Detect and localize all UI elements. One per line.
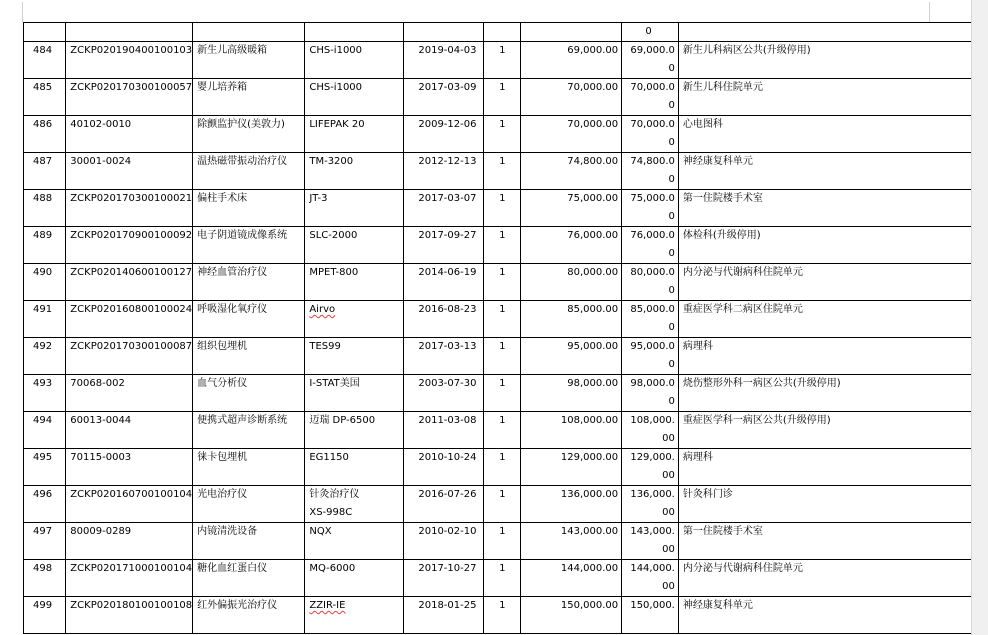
table-row xyxy=(24,338,988,375)
cell-total-line1: 143,000. xyxy=(630,526,675,537)
cell-price: 70,000.00 xyxy=(521,116,622,153)
cell-total xyxy=(622,375,679,412)
cell-total-line2: 0 xyxy=(668,63,675,74)
cell-total-line1: 70,000.0 xyxy=(630,82,675,93)
cell-model-line1: JT-3 xyxy=(309,193,328,204)
cell-name: 偏柱手术床 xyxy=(193,190,305,227)
table-row xyxy=(24,375,988,412)
cell-model xyxy=(305,560,404,597)
cell-date xyxy=(404,23,484,42)
cell-total xyxy=(622,227,679,264)
cell-name: 温热磁带振动治疗仪 xyxy=(193,153,305,190)
cell-total-tail: 0 xyxy=(645,26,652,37)
table-row xyxy=(24,412,988,449)
cell-qty: 1 xyxy=(484,227,521,264)
cell-name: 便携式超声诊断系统 xyxy=(193,412,305,449)
cell-model-line1: TES99 xyxy=(309,341,341,352)
cell-total xyxy=(622,153,679,190)
cell-model xyxy=(305,116,404,153)
cell-date: 2016-07-26 xyxy=(404,486,484,523)
cell-dept: 神经康复科单元 xyxy=(678,597,987,634)
cell-qty: 1 xyxy=(484,301,521,338)
cell-qty: 1 xyxy=(484,116,521,153)
cell-total-line2: 0 xyxy=(668,285,675,296)
cell-model xyxy=(305,227,404,264)
cell-model xyxy=(305,597,404,634)
cell-model-line1: TM-3200 xyxy=(309,156,354,167)
cell-no: 486 xyxy=(24,116,66,153)
vertical-scrollbar[interactable] xyxy=(971,0,988,635)
cell-name: 徕卡包埋机 xyxy=(193,449,305,486)
cell-model-line1: 迈瑞 DP-6500 xyxy=(309,415,376,426)
cell-model-line1: Airvo xyxy=(309,304,336,315)
cell-total-line2: 0 xyxy=(668,137,675,148)
cell-qty: 1 xyxy=(484,42,521,79)
cell-dept: 第一住院楼手术室 xyxy=(678,190,987,227)
cell-price: 76,000.00 xyxy=(521,227,622,264)
cell-model-line1: CHS-i1000 xyxy=(309,82,363,93)
cell-dept: 内分泌与代谢病科住院单元 xyxy=(678,264,987,301)
cell-total-line2: 00 xyxy=(662,507,675,518)
cell-code: ZCKP020170300100057 xyxy=(66,79,193,116)
cell-no: 496 xyxy=(24,486,66,523)
cell-price: 98,000.00 xyxy=(521,375,622,412)
cell-total-line2: 00 xyxy=(662,544,675,555)
cell-model xyxy=(305,264,404,301)
table-row xyxy=(24,486,988,523)
cell-total-line1: 69,000.0 xyxy=(630,45,675,56)
cell-date: 2017-09-27 xyxy=(404,227,484,264)
cell-model xyxy=(305,79,404,116)
cell-no: 499 xyxy=(24,597,66,634)
cell-model xyxy=(305,153,404,190)
cell-name: 神经血管治疗仪 xyxy=(193,264,305,301)
cell-date: 2016-08-23 xyxy=(404,301,484,338)
table-row xyxy=(24,264,988,301)
cell-model-line1: LIFEPAK 20 xyxy=(309,119,365,130)
cell-qty: 1 xyxy=(484,338,521,375)
cell-model-line2: XS-998C xyxy=(309,507,353,518)
cell-model xyxy=(305,301,404,338)
cell-dept: 心电图科 xyxy=(678,116,987,153)
cell-model xyxy=(305,42,404,79)
cell-dept: 新生儿科病区公共(升级停用) xyxy=(678,42,987,79)
cell-model xyxy=(305,375,404,412)
cell-total-line2: 0 xyxy=(668,322,675,333)
cell-qty xyxy=(484,23,521,42)
cell-no: 497 xyxy=(24,523,66,560)
table-row xyxy=(24,523,988,560)
cell-code: ZCKP020160800100024 xyxy=(66,301,193,338)
cell-no: 487 xyxy=(24,153,66,190)
cell-total-line1: 108,000. xyxy=(630,415,675,426)
cell-code: 70115-0003 xyxy=(66,449,193,486)
cell-model-line1: MPET-800 xyxy=(309,267,359,278)
cell-total xyxy=(622,412,679,449)
cell-total-line1: 144,000. xyxy=(630,563,675,574)
cell-qty: 1 xyxy=(484,190,521,227)
table-row xyxy=(24,301,988,338)
cell-qty: 1 xyxy=(484,486,521,523)
cell-no: 495 xyxy=(24,449,66,486)
cell-price: 150,000.00 xyxy=(521,597,622,634)
cell-price: 136,000.00 xyxy=(521,486,622,523)
cell-total-line1: 85,000.0 xyxy=(630,304,675,315)
cell-no: 490 xyxy=(24,264,66,301)
cell-no: 488 xyxy=(24,190,66,227)
cell-qty: 1 xyxy=(484,523,521,560)
cell-total xyxy=(622,42,679,79)
cell-price: 75,000.00 xyxy=(521,190,622,227)
cell-date: 2010-10-24 xyxy=(404,449,484,486)
cell-code: ZCKP020170900100092 xyxy=(66,227,193,264)
cell-dept xyxy=(678,23,987,42)
cell-qty: 1 xyxy=(484,560,521,597)
cell-name: 电子阴道镜成像系统 xyxy=(193,227,305,264)
cell-total xyxy=(622,79,679,116)
cell-total-line1: 80,000.0 xyxy=(630,267,675,278)
cell-model xyxy=(305,412,404,449)
table-row xyxy=(24,116,988,153)
cell-model-line1: I-STAT美国 xyxy=(309,378,360,389)
cell-total-line1: 136,000. xyxy=(630,489,675,500)
cell-date: 2012-12-13 xyxy=(404,153,484,190)
cell-no: 492 xyxy=(24,338,66,375)
cell-code: ZCKP020140600100127 xyxy=(66,264,193,301)
cell-model xyxy=(305,338,404,375)
cell-total xyxy=(622,486,679,523)
cell-date: 2017-03-07 xyxy=(404,190,484,227)
cell-name: 内镜清洗设备 xyxy=(193,523,305,560)
page-corner-mark-right xyxy=(929,2,930,22)
cell-dept: 新生儿科住院单元 xyxy=(678,79,987,116)
cell-dept: 第一住院楼手术室 xyxy=(678,523,987,560)
cell-total-line1: 75,000.0 xyxy=(630,193,675,204)
table-row xyxy=(24,597,988,634)
cell-model-line1: 针灸治疗仪 xyxy=(309,489,360,500)
cell-model-line1: CHS-i1000 xyxy=(309,45,363,56)
cell-date: 2018-01-25 xyxy=(404,597,484,634)
cell-total-line1: 129,000. xyxy=(630,452,675,463)
cell-total xyxy=(622,301,679,338)
cell-dept: 内分泌与代谢病科住院单元 xyxy=(678,560,987,597)
cell-total xyxy=(622,449,679,486)
cell-model-line1: ZZIR-IE xyxy=(309,600,346,611)
cell-dept: 重症医学科二病区住院单元 xyxy=(678,301,987,338)
cell-code: ZCKP020160700100104 xyxy=(66,486,193,523)
cell-model xyxy=(305,449,404,486)
cell-model-line1: SLC-2000 xyxy=(309,230,358,241)
cell-qty: 1 xyxy=(484,264,521,301)
cell-qty: 1 xyxy=(484,375,521,412)
cell-total-line2: 0 xyxy=(668,396,675,407)
cell-name: 红外偏振光治疗仪 xyxy=(193,597,305,634)
table-row xyxy=(24,42,988,79)
cell-price: 80,000.00 xyxy=(521,264,622,301)
cell-name: 婴儿培养箱 xyxy=(193,79,305,116)
cell-total-line2: 0 xyxy=(668,359,675,370)
cell-dept: 烧伤整形外科一病区公共(升级停用) xyxy=(678,375,987,412)
cell-date: 2003-07-30 xyxy=(404,375,484,412)
cell-total-line1: 150,000. xyxy=(630,600,675,611)
asset-table xyxy=(23,22,988,634)
cell-qty: 1 xyxy=(484,79,521,116)
cell-total xyxy=(622,23,679,42)
cell-date: 2017-03-09 xyxy=(404,79,484,116)
cell-name: 组织包埋机 xyxy=(193,338,305,375)
cell-model xyxy=(305,23,404,42)
table-row xyxy=(24,79,988,116)
cell-code: ZCKP020190400100103 xyxy=(66,42,193,79)
cell-total-line2: 0 xyxy=(668,100,675,111)
cell-price: 85,000.00 xyxy=(521,301,622,338)
table-row-partial xyxy=(24,23,988,42)
cell-name: 呼吸湿化氧疗仪 xyxy=(193,301,305,338)
cell-no: 494 xyxy=(24,412,66,449)
cell-date: 2019-04-03 xyxy=(404,42,484,79)
cell-total xyxy=(622,523,679,560)
cell-total-line1: 74,800.0 xyxy=(630,156,675,167)
cell-date: 2014-06-19 xyxy=(404,264,484,301)
cell-total xyxy=(622,190,679,227)
cell-name: 除颤监护仪(美敦力) xyxy=(193,116,305,153)
cell-total-line2: 0 xyxy=(668,248,675,259)
cell-qty: 1 xyxy=(484,153,521,190)
cell-name: 光电治疗仪 xyxy=(193,486,305,523)
cell-date: 2017-10-27 xyxy=(404,560,484,597)
cell-total-line1: 98,000.0 xyxy=(630,378,675,389)
cell-price: 95,000.00 xyxy=(521,338,622,375)
cell-no: 498 xyxy=(24,560,66,597)
table-row xyxy=(24,560,988,597)
cell-code: ZCKP020180100100108 xyxy=(66,597,193,634)
cell-name: 糖化血红蛋白仪 xyxy=(193,560,305,597)
cell-price: 108,000.00 xyxy=(521,412,622,449)
table-row xyxy=(24,153,988,190)
cell-code: 70068-002 xyxy=(66,375,193,412)
cell-dept: 重症医学科一病区公共(升级停用) xyxy=(678,412,987,449)
cell-price: 69,000.00 xyxy=(521,42,622,79)
cell-total xyxy=(622,338,679,375)
cell-no: 485 xyxy=(24,79,66,116)
cell-name: 血气分析仪 xyxy=(193,375,305,412)
cell-dept: 体检科(升级停用) xyxy=(678,227,987,264)
cell-total xyxy=(622,560,679,597)
cell-price: 143,000.00 xyxy=(521,523,622,560)
cell-no: 493 xyxy=(24,375,66,412)
cell-dept: 病理科 xyxy=(678,338,987,375)
cell-total-line1: 70,000.0 xyxy=(630,119,675,130)
cell-dept: 神经康复科单元 xyxy=(678,153,987,190)
cell-model xyxy=(305,486,404,523)
cell-model xyxy=(305,190,404,227)
cell-price: 74,800.00 xyxy=(521,153,622,190)
cell-qty: 1 xyxy=(484,597,521,634)
cell-total-line2: 0 xyxy=(668,174,675,185)
cell-name xyxy=(193,23,305,42)
cell-date: 2009-12-06 xyxy=(404,116,484,153)
cell-price: 129,000.00 xyxy=(521,449,622,486)
cell-name: 新生儿高级暖箱 xyxy=(193,42,305,79)
cell-dept: 针灸科门诊 xyxy=(678,486,987,523)
cell-no: 484 xyxy=(24,42,66,79)
cell-date: 2011-03-08 xyxy=(404,412,484,449)
cell-code: 40102-0010 xyxy=(66,116,193,153)
cell-total xyxy=(622,597,679,634)
cell-code xyxy=(66,23,193,42)
cell-no xyxy=(24,23,66,42)
cell-code: 60013-0044 xyxy=(66,412,193,449)
cell-code: ZCKP020170300100021 xyxy=(66,190,193,227)
cell-model-line1: NQX xyxy=(309,526,332,537)
table-row xyxy=(24,227,988,264)
page-corner-mark-left xyxy=(22,2,23,22)
cell-price xyxy=(521,23,622,42)
cell-total-line2: 00 xyxy=(662,470,675,481)
cell-total xyxy=(622,116,679,153)
cell-total-line1: 95,000.0 xyxy=(630,341,675,352)
cell-total-line2: 0 xyxy=(668,211,675,222)
cell-code: 30001-0024 xyxy=(66,153,193,190)
cell-no: 489 xyxy=(24,227,66,264)
cell-price: 70,000.00 xyxy=(521,79,622,116)
cell-date: 2010-02-10 xyxy=(404,523,484,560)
cell-total-line2: 00 xyxy=(662,581,675,592)
cell-total-line1: 76,000.0 xyxy=(630,230,675,241)
cell-date: 2017-03-13 xyxy=(404,338,484,375)
cell-qty: 1 xyxy=(484,449,521,486)
cell-code: 80009-0289 xyxy=(66,523,193,560)
cell-model xyxy=(305,523,404,560)
cell-model-line1: EG1150 xyxy=(309,452,349,463)
cell-model-line1: MQ-6000 xyxy=(309,563,356,574)
table-row xyxy=(24,449,988,486)
cell-no: 491 xyxy=(24,301,66,338)
cell-total-line2: 00 xyxy=(662,433,675,444)
cell-dept: 病理科 xyxy=(678,449,987,486)
cell-code: ZCKP020170300100087 xyxy=(66,338,193,375)
table-row xyxy=(24,190,988,227)
cell-code: ZCKP020171000100104 xyxy=(66,560,193,597)
cell-total xyxy=(622,264,679,301)
cell-price: 144,000.00 xyxy=(521,560,622,597)
cell-qty: 1 xyxy=(484,412,521,449)
